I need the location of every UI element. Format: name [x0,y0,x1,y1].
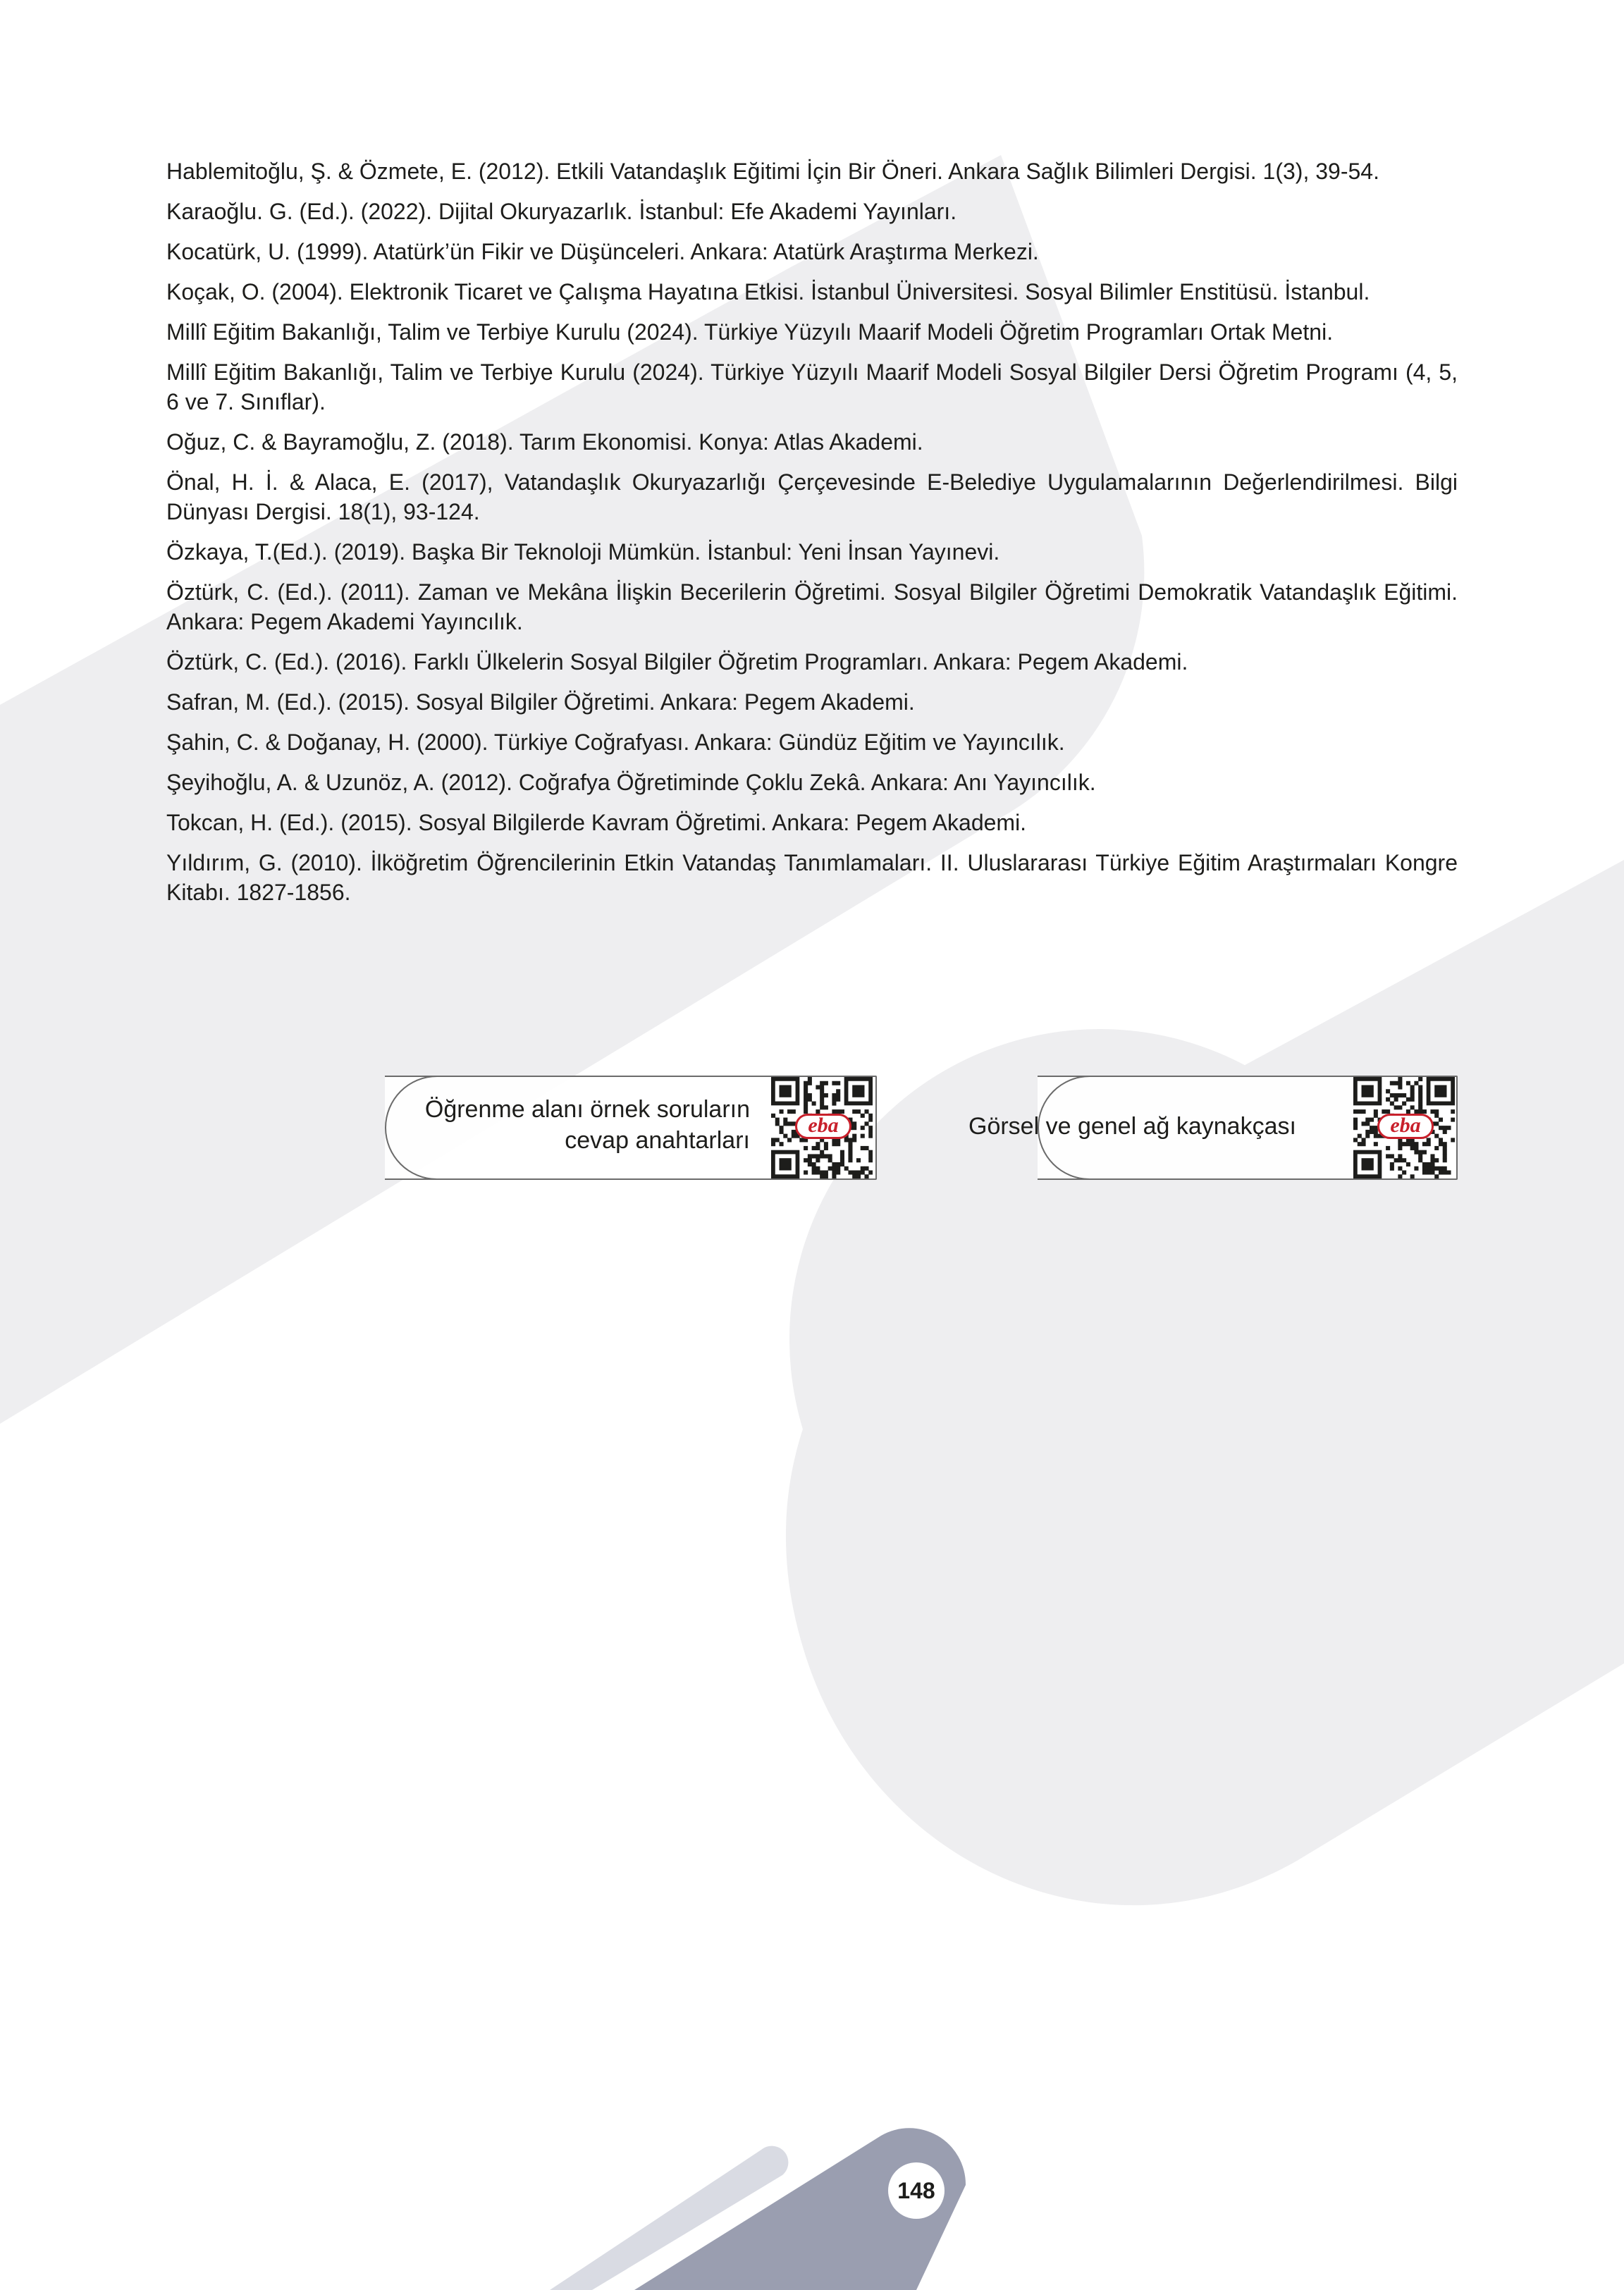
reference-item: Hablemitoğlu, Ş. & Özmete, E. (2012). Etkili Vatandaşlık Eğitimi İçin Bir Öneri. Ankara Sağlık Bilimleri Dergisi. 1(3), 39-54. [166,159,1379,184]
reference-item: Millî Eğitim Bakanlığı, Talim ve Terbiye Kurulu (2024). Türkiye Yüzyılı Maarif Modeli Sosyal Bilgiler Dersi Öğretim Programı (4, 5, 6 ve 7. Sınıflar). [166,359,1458,414]
reference-item: Öztürk, C. (Ed.). (2016). Farklı Ülkelerin Sosyal Bilgiler Öğretim Programları. Ankara: Pegem Akademi. [166,649,1188,675]
reference-item: Şeyihoğlu, A. & Uzunöz, A. (2012). Coğrafya Öğretiminde Çoklu Zekâ. Ankara: Anı Yayıncılık. [166,770,1096,795]
reference-item: Koçak, O. (2004). Elektronik Ticaret ve Çalışma Hayatına Etkisi. İstanbul Üniversitesi. Sosyal Bilimler Enstitüsü. İstanbul. [166,279,1370,304]
reference-item: Öztürk, C. (Ed.). (2011). Zaman ve Mekâna İlişkin Becerilerin Öğretimi. Sosyal Bilgiler Öğretimi Demokratik Vatandaşlık Eğitimi. Ankara: Pegem Akademi Yayıncılık. [166,579,1458,634]
reference-item: Yıldırım, G. (2010). İlköğretim Öğrencilerinin Etkin Vatandaş Tanımlamaları. II. Uluslararası Türkiye Eğitim Araştırmaları Kongre Kitabı. 1827-1856. [166,850,1458,905]
page-number: 148 [888,2162,945,2219]
reference-item: Şahin, C. & Doğanay, H. (2000). Türkiye Coğrafyası. Ankara: Gündüz Eğitim ve Yayıncılık. [166,730,1065,755]
reference-item: Safran, M. (Ed.). (2015). Sosyal Bilgiler Öğretimi. Ankara: Pegem Akademi. [166,689,915,715]
reference-item: Tokcan, H. (Ed.). (2015). Sosyal Bilgilerde Kavram Öğretimi. Ankara: Pegem Akademi. [166,810,1027,835]
reference-item: Millî Eğitim Bakanlığı, Talim ve Terbiye Kurulu (2024). Türkiye Yüzyılı Maarif Modeli Öğretim Programları Ortak Metni. [166,319,1334,345]
qr-box-visual-sources[interactable] [968,1076,1458,1180]
eba-logo-icon: eba [1377,1114,1434,1139]
qr-box-answer-keys[interactable] [385,1076,877,1180]
eba-logo-icon: eba [795,1114,851,1139]
qr-box-label: Görsel ve genel ağ kaynakçası [968,1113,1296,1140]
reference-list [166,156,1458,918]
reference-item: Karaoğlu. G. (Ed.). (2022). Dijital Okuryazarlık. İstanbul: Efe Akademi Yayınları. [166,199,957,224]
qr-code-icon[interactable] [1353,1077,1455,1178]
qr-box-label-line2: cevap anahtarları [565,1127,750,1154]
qr-box-label [425,1094,750,1156]
qr-box-label-line1: Öğrenme alanı örnek soruların [424,1096,750,1123]
reference-item: Kocatürk, U. (1999). Atatürk’ün Fikir ve Düşünceleri. Ankara: Atatürk Araştırma Merkezi. [166,239,1039,264]
reference-item: Önal, H. İ. & Alaca, E. (2017), Vatandaşlık Okuryazarlığı Çerçevesinde E-Belediye Uygulamalarının Değerlendirilmesi. Bilgi Dünyası Dergisi. 18(1), 93-124. [166,469,1458,524]
reference-item: Özkaya, T.(Ed.). (2019). Başka Bir Teknoloji Mümkün. İstanbul: Yeni İnsan Yayınevi. [166,539,1000,565]
reference-item: Oğuz, C. & Bayramoğlu, Z. (2018). Tarım Ekonomisi. Konya: Atlas Akademi. [166,429,923,455]
qr-code-icon[interactable] [771,1077,873,1178]
